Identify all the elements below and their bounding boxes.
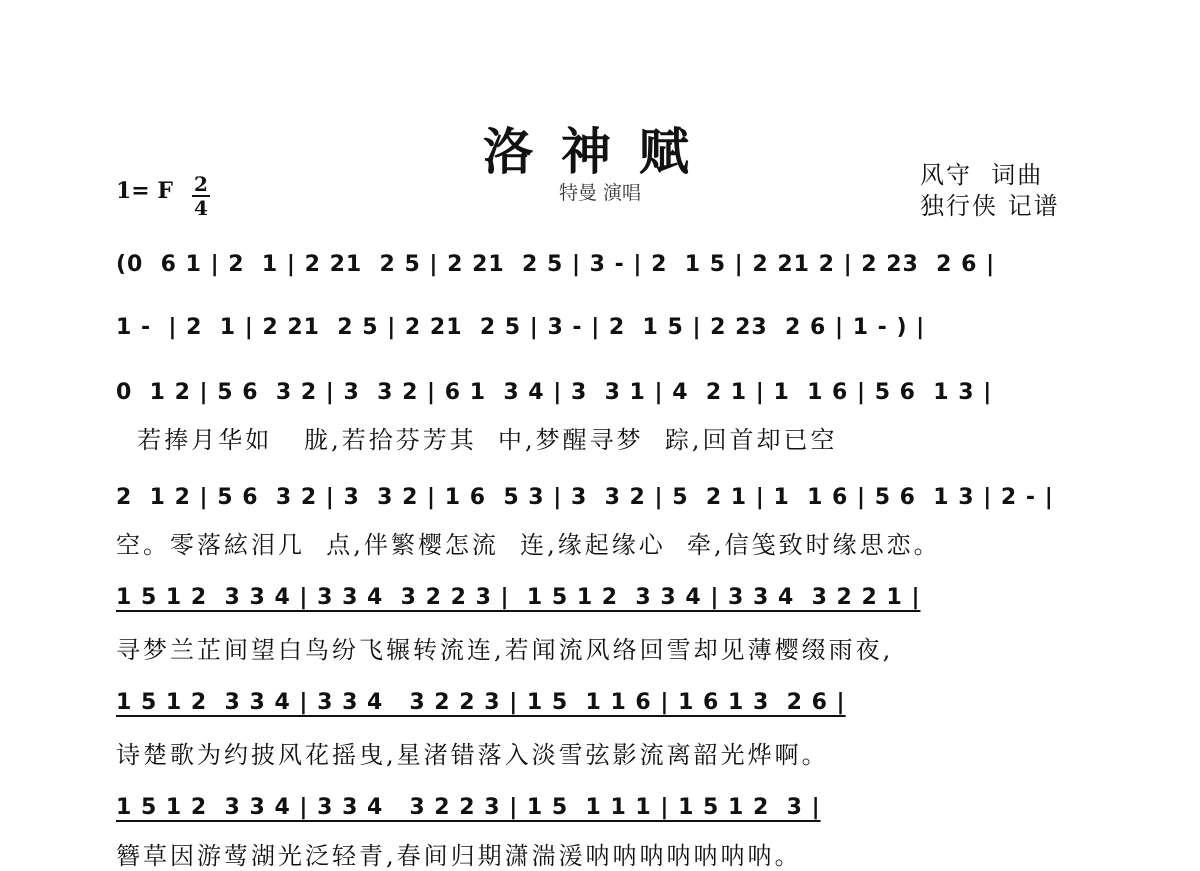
lyrics-row-6: 诗楚歌为约披风花摇曳,星渚错落入淡雪弦影流离韶光烨啊。 bbox=[116, 741, 829, 769]
notation-row-5: 1 5 1 2 3 3 4 | 3 3 4 3 2 2 3 | 1 5 1 2 3 3 4 | 3 3 4 3 2 2 1 | bbox=[116, 585, 921, 610]
notation-row-6: 1 5 1 2 3 3 4 | 3 3 4 3 2 2 3 | 1 5 1 1 6 | 1 6 1 3 2 6 | bbox=[116, 690, 846, 715]
singer-credit: 特曼 演唱 bbox=[558, 182, 642, 204]
key-signature bbox=[116, 172, 208, 220]
time-signature-bottom: 4 bbox=[194, 196, 208, 220]
notation-row-7: 1 5 1 2 3 3 4 | 3 3 4 3 2 2 3 | 1 5 1 1 1 | 1 5 1 2 3 | bbox=[116, 795, 821, 820]
notation-row-4: 2 1 2 | 5 6 3 2 | 3 3 2 | 1 6 5 3 | 3 3 2 | 5 2 1 | 1 1 6 | 5 6 1 3 | 2 - | bbox=[116, 485, 1054, 510]
lyrics-row-3: 若捧月华如 胧,若拾芬芳其 中,梦醒寻梦 踪,回首却已空 bbox=[116, 426, 838, 454]
author-credits: 风守 词曲 独行侠 记谱 bbox=[920, 161, 1060, 220]
lyrics-row-4: 空。零落絃泪几 点,伴繁樱怎流 连,缘起缘心 牵,信笺致时缘思恋。 bbox=[116, 531, 941, 559]
notation-row-1: (0 6 1 | 2 1 | 2 21 2 5 | 2 21 2 5 | 3 - | 2 1 5 | 2 21 2 | 2 23 2 6 | bbox=[116, 252, 996, 277]
key-label: 1= F bbox=[116, 178, 174, 204]
notation-row-3: 0 1 2 | 5 6 3 2 | 3 3 2 | 6 1 3 4 | 3 3 1 | 4 2 1 | 1 1 6 | 5 6 1 3 | bbox=[116, 380, 993, 405]
time-signature bbox=[192, 174, 210, 218]
lyrics-row-5: 寻梦兰芷间望白鸟纷飞辗转流连,若闻流风络回雪却见薄樱缀雨夜, bbox=[116, 636, 894, 664]
notation-row-2: 1 - | 2 1 | 2 21 2 5 | 2 21 2 5 | 3 - | 2 1 5 | 2 23 2 6 | 1 - ) | bbox=[116, 315, 926, 340]
lyrics-row-7: 簪草因游莺湖光泛轻青,春间归期潇湍湲呐呐呐呐呐呐呐。 bbox=[116, 842, 802, 870]
time-signature-top: 2 bbox=[192, 174, 210, 197]
song-title: 洛神赋 bbox=[483, 122, 717, 181]
